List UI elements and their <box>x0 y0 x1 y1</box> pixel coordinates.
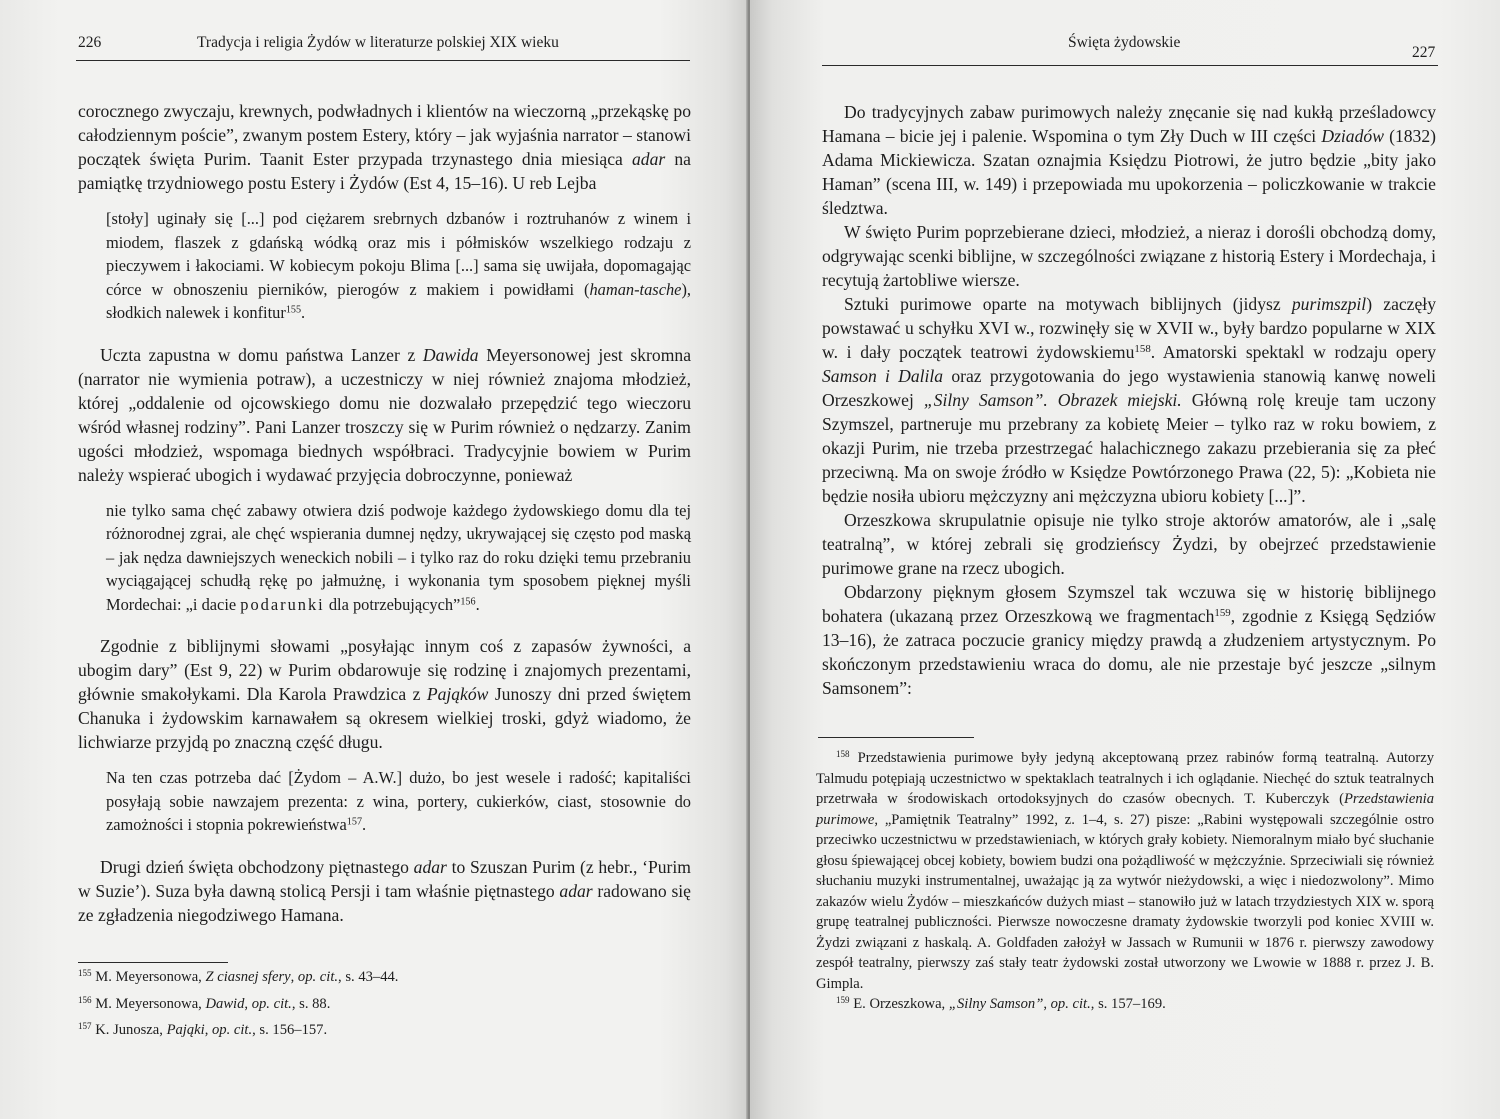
right-body-text <box>822 100 1436 700</box>
paragraph: Sztuki purimowe oparte na motywach biblijnych (jidysz purimszpil) zaczęły powstawać u schyłku XVI w., rozwinęły się w XVII w., były bardzo popularne w XIX w. i dały początek teatrowi żydowskiemu$^{158}$. Amatorski spektakl w rodzaju opery Samson i Dalila oraz przygotowania do jego wystawienia stanowią kanwę noweli Orzeszkowej „Silny Samson”. Obrazek miejski. Główną rolę kreuje tam uczony Szymszel, partneruje mu przebrany za kobietę Meier – tylko raz w roku bowiem, z okazji Purim, nie trzeba przestrzegać halachicznego zakazu przebierania się za płeć przeciwną. Ma on swoje źródło w Księdze Powtórzonego Prawa (22, 5): „Kobieta nie będzie nosiła ubioru mężczyzny ani mężczyzna ubioru kobiety [...]”. <box>822 294 1436 506</box>
paragraph: Orzeszkowa skrupulatnie opisuje nie tylko stroje aktorów amatorów, ale i „salę teatralną”, w której zebrali się grodzieńscy Żydzi, by obejrzeć przedstawienie purimowe grane na rzecz ubogich. <box>822 510 1436 578</box>
paragraph: Drugi dzień święta obchodzony piętnastego adar to Szuszan Purim (z hebr., ‘Purim w Suzie’). Suza była dawną stolicą Persji i tam właśnie piętnastego adar radowano się ze zgładzenia niegodziwego Hamana. <box>78 856 691 925</box>
page-number-left: 226 <box>78 34 102 51</box>
footnote: $^{158}$ Przedstawienia purimowe były jedyną akceptowaną przez rabinów formą teatralną. Autorzy Talmudu potępiają uczestnictwo w spektaklach teatralnych i ich oglądanie. Niechęć do sztuk teatralnych przetrwała w środowiskach ortodoksyjnych do czasów obecnych. T. Kuberczyk (Przedstawienia purimowe, „Pamiętnik Teatralny” 1992, z. 1–4, s. 27) pisze: „Rabini występowali szczególnie ostro przeciwko uczestnictwu w przedstawieniach, w których grały kobiety. Niemoralnym miało być słuchanie głosu śpiewającej obcej kobiety, bowiem budzi ona pożądliwość w mężczyźnie. Sprzeciwiali się również słuchaniu muzyki instrumentalnej, uważając ją za wytwór nieżydowski, a więc i niedozwolony”. Mimo zakazów wielu Żydów – mieszkańców dużych miast – stanowiło już w latach trzydziestych XIX w. sporą grupę teatralnej publiczności. Pierwsze nowoczesne dramaty żydowskie tworzyli pod koniec XVIII w. Żydzi związani z haskalą. A. Goldfaden założył w Jassach w Rumunii w 1876 r. pierwszy zawodowy zespół teatralny, pierwszy zaś stały teatr żydowski został utworzony we Lwowie w 1888 r. przez J. B. Gimpla. <box>816 749 1434 992</box>
left-page <box>0 0 748 1119</box>
running-head-right: Święta żydowskie <box>1068 34 1181 51</box>
block-quote: [stoły] uginały się [...] pod ciężarem srebrnych dzbanów i roztruhanów z winem i miodem, flaszek z gdańską wódką oraz mis i półmisków wszelkiego rodzaju z pieczywem i łakociami. W kobiecym pokoju Blima [...] sama się uwijała, dopomagając córce w obnoszeniu pierników, pierogów z makiem i powidłami (haman-tasche), słodkich nalewek i konfitur$^{155}$. <box>106 209 691 322</box>
paragraph: W święto Purim poprzebierane dzieci, młodzież, a nieraz i dorośli obchodzą domy, odgrywając scenki biblijne, w szczególności związane z historią Estery i Mordechaja, i recytują żartobliwe wiersze. <box>822 222 1436 290</box>
footnote-rule-left <box>78 962 228 963</box>
footnote-ref: 155 <box>285 304 302 316</box>
right-page <box>750 0 1500 1119</box>
paragraph: Obdarzony pięknym głosem Szymszel tak wczuwa się w historię biblijnego bohatera (ukazaną przez Orzeszkową we fragmentach$^{159}$, zgodnie z Księgą Sędziów 13–16), że zatraca poczucie granicy między prawdą a złudzeniem artystycznym. Po skończonym przedstawieniu wraca do domu, ale nie przestaje być jeszcze „silnym Samsonem”: <box>822 582 1436 698</box>
footnote-ref: 156 <box>460 595 476 607</box>
paragraph: Do tradycyjnych zabaw purimowych należy znęcanie się nad kukłą prześladowcy Hamana – bicie jej i palenie. Wspomina o tym Zły Duch w III części Dziadów (1832) Adama Mickiewicza. Szatan oznajmia Księdzu Piotrowi, że jutro będzie „bity jako Haman” (scena III, w. 149) i przepowiada mu upokorzenia – policzkowanie w trakcie śledztwa. <box>822 102 1437 218</box>
running-head-left: Tradycja i religia Żydów w literaturze polskiej XIX wieku <box>197 34 559 51</box>
block-quote: Na ten czas potrzeba dać [Żydom – A.W.] dużo, bo jest wesele i radość; kapitaliści posyłają sobie nawzajem prezenta: z wina, portery, cukierków, ciast, stosownie do zamożności i stopnia pokrewieństwa$^{157}$. <box>106 768 691 834</box>
paragraph: corocznego zwyczaju, krewnych, podwładnych i klientów na wieczorną „przekąskę po całodziennym poście”, zwanym postem Estery, który – jak wyjaśnia narrator – stanowi początek święta Purim. Taanit Ester przypada trzynastego dnia miesiąca adar na pamiątkę trzydniowego postu Estery i Żydów (Est 4, 15–16). U reb Lejba <box>78 101 691 193</box>
header-rule-left <box>76 60 690 61</box>
left-footnotes <box>78 967 691 1047</box>
paragraph: Zgodnie z biblijnymi słowami „posyłając innym coś z zapasów żywności, a ubogim dary” (Est 9, 22) w Purim obdarowuje się rodzinę i znajomych prezentami, głównie smakołykami. Dla Karola Prawdzica z Pająków Junoszy dni przed świętem Chanuka i żydowskim karnawałem są okresem wielkiej troski, gdyż wiadomo, że lichwiarze przyjdą po znaczną część długu. <box>78 636 692 752</box>
footnote: $^{156}$ M. Meyersonowa, Dawid, op. cit., s. 88. <box>78 994 331 1012</box>
footnote: $^{159}$ E. Orzeszkowa, „Silny Samson”, op. cit., s. 157–169. <box>836 995 1166 1012</box>
page-number-right: 227 <box>1412 44 1436 61</box>
footnote: $^{157}$ K. Junosza, Pająki, op. cit., s. 156–157. <box>78 1021 328 1038</box>
footnote-ref: 159 <box>1214 607 1231 619</box>
footnote-ref: 158 <box>1134 343 1151 355</box>
block-quote: nie tylko sama chęć zabawy otwiera dziś podwoje każdego żydowskiego domu dla tej różnorodnej zgrai, ale chęć wspierania dumnej nędzy, ukrywającej się często pod maską – jak nędza dawniejszych weneckich nobili – i tylko raz do roku dzięki temu przebraniu wyciągającej schudłą rękę po jałmużnę, i wykonania tym sposobem pięknej myśli Mordechai: „i dacie podarunki dla potrzebujących”$^{156}$. <box>106 500 691 614</box>
header-rule-right <box>822 65 1438 66</box>
footnote-ref: 157 <box>346 816 363 828</box>
footnote: $^{155}$ M. Meyersonowa, Z ciasnej sfery, op. cit., s. 43–44. <box>78 968 399 985</box>
right-footnotes <box>816 748 1434 1015</box>
left-body-text <box>78 99 691 927</box>
footnote-rule-right <box>818 737 974 738</box>
paragraph: Uczta zapustna w domu państwa Lanzer z Dawida Meyersonowej jest skromna (narrator nie wymienia potraw), a uczestniczy w niej również znajoma młodzież, której „oddalenie od ojcowskiego domu nie dozwalało przepędzić tego wieczoru wśród własnej rodziny”. Pani Lanzer troszczy się w Purim również o nędzarzy. Zanim ugości młodzież, wspomaga biednych współbraci. Tradycyjnie bowiem w Purim należy wspierać ubogich i wydawać przyjęcia dobroczynne, ponieważ <box>78 344 691 485</box>
